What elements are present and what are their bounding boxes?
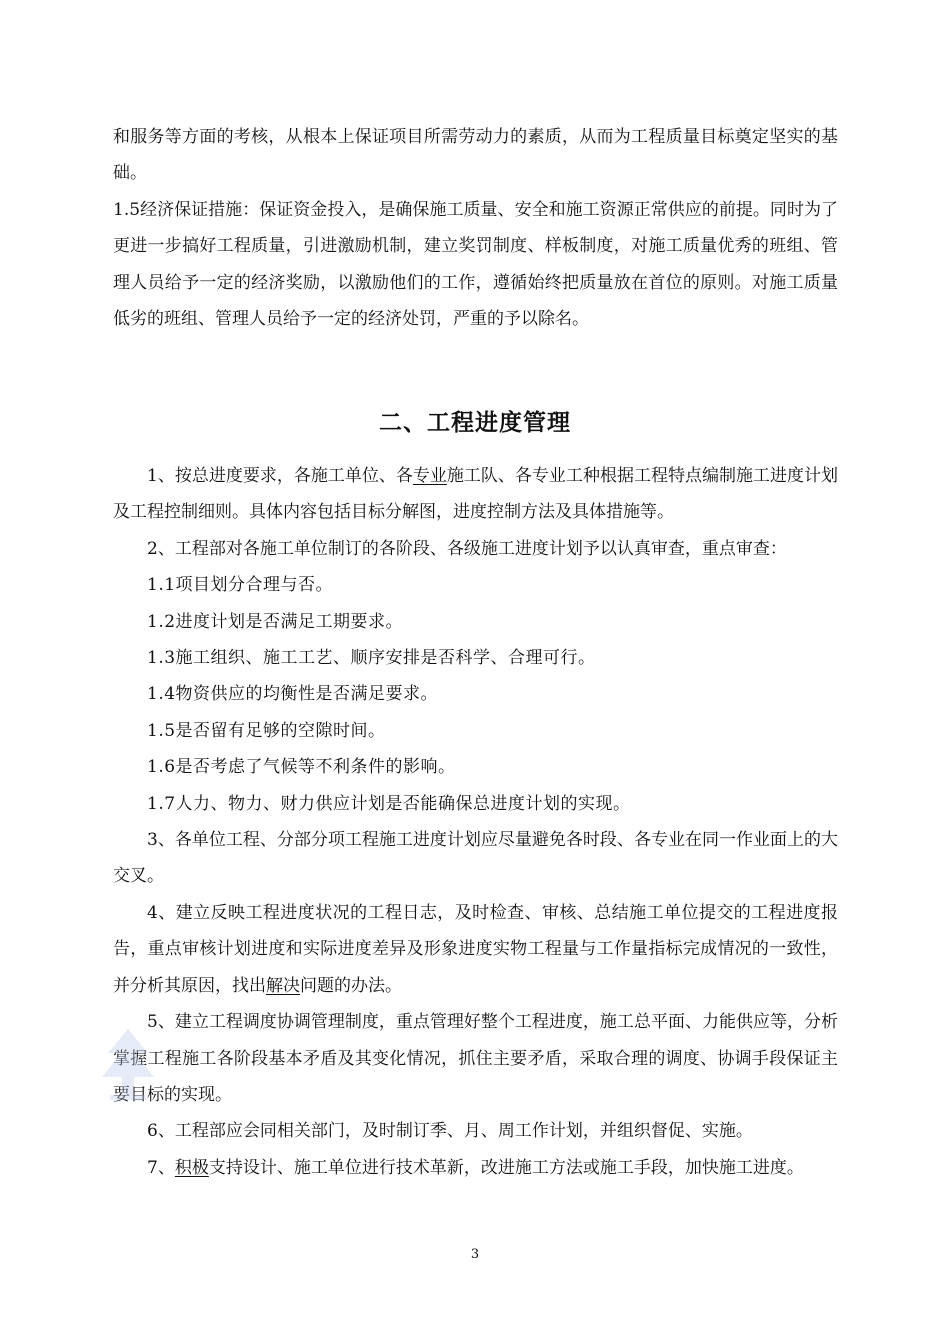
item-3: 3、各单位工程、分部分项工程施工进度计划应尽量避免各时段、各专业在同一作业面上的大交叉。 — [113, 830, 838, 887]
item-1-text-a: 1、按总进度要求，各施工单位、各 — [147, 466, 413, 486]
top-paragraphs — [113, 119, 838, 337]
item-6: 6、工程部应会同相关部门，及时制订季、月、周工作计划，并组织督促、实施。 — [147, 1121, 753, 1142]
link-specialty[interactable]: 专业 — [412, 466, 447, 486]
progress-management-body — [113, 458, 838, 1186]
item-5: 5、建立工程调度协调管理制度，重点管理好整个工程进度，施工总平面、力能供应等，分析掌握工程施工各阶段基本矛盾及其变化情况，抓住主要矛盾，采取合理的调度、协调手段保证主要目标的实现。 — [113, 1012, 838, 1105]
link-active[interactable]: 积极 — [174, 1157, 209, 1178]
item-7-text-a: 7、 — [147, 1157, 175, 1178]
link-solve[interactable]: 解决 — [266, 975, 300, 996]
sub-item-1-1: 1.1项目划分合理与否。 — [147, 575, 334, 596]
watermark-logo — [96, 1025, 160, 1105]
sub-item-1-5: 1.5是否留有足够的空隙时间。 — [147, 720, 386, 741]
sub-item-1-7: 1.7人力、物力、财力供应计划是否能确保总进度计划的实现。 — [147, 793, 631, 814]
item-4-text-b: 问题的办法。 — [300, 975, 402, 996]
item-4-text-a: 4、建立反映工程进度状况的工程日志，及时检查、审核、总结施工单位提交的工程进度报告，重点审核计划进度和实际进度差异及形象进度实物工程量与工作量指标完成情况的一致性，并分析其原因，找出 — [113, 902, 838, 996]
item-4 — [113, 895, 838, 1004]
page-number: 3 — [470, 1247, 480, 1262]
item-1 — [113, 458, 838, 531]
sub-item-1-6: 1.6是否考虑了气候等不利条件的影响。 — [147, 757, 456, 778]
section-title: 二、工程进度管理 — [379, 409, 571, 436]
sub-item-1-3: 1.3施工组织、施工工艺、顺序安排是否科学、合理可行。 — [147, 648, 596, 669]
sub-item-1-2: 1.2进度计划是否满足工期要求。 — [147, 611, 404, 632]
paragraph-economic-measures: 1.5经济保证措施：保证资金投入，是确保施工质量、安全和施工资源正常供应的前提。同时为了更进一步搞好工程质量，引进激励机制，建立奖罚制度、样板制度，对施工质量优秀的班组、管理人员给予一定的经济奖励，以激励他们的工作，遵循始终把质量放在首位的原则。对施工质量低劣的班组、管理人员给予一定的经济处罚，严重的予以除名。 — [113, 199, 838, 330]
item-2: 2、工程部对各施工单位制订的各阶段、各级施工进度计划予以认真审查，重点审查： — [147, 538, 787, 559]
item-7-text-b: 支持设计、施工单位进行技术革新，改进施工方法或施工手段，加快施工进度。 — [208, 1157, 804, 1178]
sub-item-1-4: 1.4物资供应的均衡性是否满足要求。 — [147, 684, 439, 705]
item-7 — [113, 1150, 838, 1186]
paragraph-labor-quality: 和服务等方面的考核，从根本上保证项目所需劳动力的素质，从而为工程质量目标奠定坚实的基础。 — [113, 127, 838, 184]
item-1-text-b: 施工队、各专业工种根据工程特点编制施工进度计划及工程控制细则。具体内容包括目标分解图，进度控制方法及具体措施等。 — [113, 466, 838, 523]
